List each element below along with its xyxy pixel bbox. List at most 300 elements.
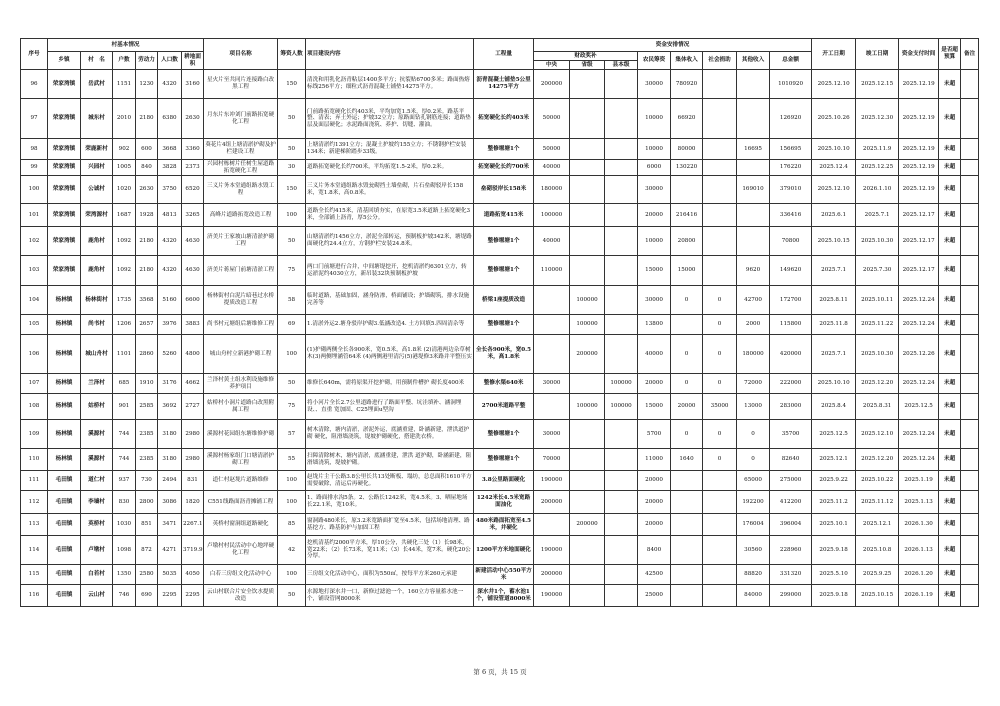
cell-households: 1092 [113, 227, 136, 256]
cell-farmland: 2373 [182, 160, 204, 176]
cell-labor: 2180 [136, 99, 158, 139]
cell-farmland: 1820 [182, 491, 204, 514]
cell-village: 城山舟村 [81, 335, 113, 374]
cell-over-budget: 未超 [939, 256, 961, 286]
header-county: 县本级 [605, 61, 638, 70]
cell-quantity: 拓宽硬化长约700米 [474, 160, 534, 176]
cell-farmland: 6600 [182, 286, 204, 315]
cell-over-budget: 未超 [939, 374, 961, 394]
table-row [21, 139, 979, 160]
cell-remark [961, 256, 979, 286]
cell-village: 鹿角村 [81, 256, 113, 286]
cell-seq: 110 [21, 449, 48, 471]
cell-labor: 3568 [136, 286, 158, 315]
cell-county [605, 286, 638, 315]
cell-population: 5035 [158, 565, 182, 585]
cell-end-date: 2025.11.22 [856, 315, 899, 335]
cell-labor: 2860 [136, 335, 158, 374]
cell-collective [671, 471, 703, 491]
cell-quantity: 沥青混凝土铺垫5公里14275平方 [474, 70, 534, 99]
cell-end-date: 2025.7.30 [856, 256, 899, 286]
cell-town: 荣家湾镇 [48, 160, 81, 176]
cell-total: 126920 [770, 99, 812, 139]
cell-farmland: 2727 [182, 394, 204, 420]
cell-remark [961, 565, 979, 585]
cell-over-budget: 未超 [939, 449, 961, 471]
cell-funders: 100 [278, 335, 306, 374]
cell-content: 三房组文化活动中心，面积为550㎡，按每平方米260元承建 [306, 565, 474, 585]
cell-provincial [570, 585, 605, 607]
cell-remark [961, 160, 979, 176]
cell-town: 杨林镇 [48, 315, 81, 335]
cell-village: 英桥村 [81, 514, 113, 536]
cell-households: 746 [113, 585, 136, 607]
cell-central [534, 315, 570, 335]
cell-households: 1151 [113, 70, 136, 99]
cell-county [605, 70, 638, 99]
cell-remark [961, 176, 979, 204]
cell-project-name: 杨林街村白泥片暗巷过水桥提质改造工程 [204, 286, 278, 315]
cell-population: 2494 [158, 471, 182, 491]
cell-end-date: 2025.9.25 [856, 565, 899, 585]
cell-pay-time: 2025.1.13 [899, 491, 939, 514]
cell-village: 荣湾源村 [81, 204, 113, 227]
cell-county: 100000 [605, 394, 638, 420]
cell-pay-time: 2025.12.24 [899, 420, 939, 449]
cell-farmer: 30000 [638, 176, 671, 204]
cell-provincial [570, 471, 605, 491]
cell-project-name: 卢墩村村民活动中心地坪硬化工程 [204, 536, 278, 565]
cell-over-budget: 未超 [939, 286, 961, 315]
cell-seq: 100 [21, 176, 48, 204]
cell-start-date: 2025.12.1 [812, 449, 856, 471]
cell-quantity: 整修堰塘1个 [474, 420, 534, 449]
cell-collective [671, 491, 703, 514]
cell-other [737, 70, 770, 99]
cell-central: 110000 [534, 256, 570, 286]
cell-quantity: 2700米道路平整 [474, 394, 534, 420]
cell-donation [703, 99, 737, 139]
cell-donation [703, 176, 737, 204]
cell-seq: 112 [21, 491, 48, 514]
cell-population: 3471 [158, 514, 182, 536]
cell-collective [671, 536, 703, 565]
cell-end-date: 2025.12.20 [856, 449, 899, 471]
cell-project-name: 溪源村杨家组门口塘清淤护砌工程 [204, 449, 278, 471]
cell-remark [961, 70, 979, 99]
cell-provincial: 200000 [570, 335, 605, 374]
cell-project-name: C551线路面沥青摊铺工程 [204, 491, 278, 514]
cell-content: 三义片务本堂通组路水毁瓮砌挡土墙垒砌，片石垒砌驳岸长158米，宽1.8米，高0.8米。 [306, 176, 474, 204]
table-row [21, 585, 979, 607]
cell-labor: 840 [136, 160, 158, 176]
cell-farmland: 2295 [182, 585, 204, 607]
cell-village: 卢墩村 [81, 536, 113, 565]
cell-over-budget: 未超 [939, 70, 961, 99]
cell-provincial [570, 70, 605, 99]
cell-start-date: 2025.7.1 [812, 335, 856, 374]
cell-other: 9620 [737, 256, 770, 286]
cell-content: 挖机清基约2000平方米，厚10公分，共硬化三处（1）长98米，宽22米；（2）长73米，宽11米；（3）长44米，宽7米。硬化20公分厚。 [306, 536, 474, 565]
table-row [21, 99, 979, 139]
table-row [21, 536, 979, 565]
cell-quantity: 整修堰塘1个 [474, 315, 534, 335]
cell-total: 149620 [770, 256, 812, 286]
cell-total: 396004 [770, 514, 812, 536]
cell-other: 30560 [737, 536, 770, 565]
cell-population: 4271 [158, 536, 182, 565]
cell-funders: 50 [278, 99, 306, 139]
table-row [21, 565, 979, 585]
cell-town: 荣家湾镇 [48, 99, 81, 139]
cell-total: 336416 [770, 204, 812, 227]
cell-village: 鹿角村 [81, 227, 113, 256]
cell-village: 岳武村 [81, 70, 113, 99]
cell-quantity: 整修堰塘1个 [474, 256, 534, 286]
cell-other: 169010 [737, 176, 770, 204]
cell-over-budget: 未超 [939, 514, 961, 536]
header-provincial: 省级 [570, 61, 605, 70]
cell-start-date: 2025.7.1 [812, 256, 856, 286]
cell-seq: 97 [21, 99, 48, 139]
cell-county [605, 176, 638, 204]
table-row [21, 286, 979, 315]
cell-funders: 42 [278, 536, 306, 565]
cell-county [605, 514, 638, 536]
cell-quantity: 深水井1个，蓄水池1个，铺设管道8000米 [474, 585, 534, 607]
cell-funders: 57 [278, 420, 306, 449]
cell-households: 1092 [113, 256, 136, 286]
cell-other: 72000 [737, 374, 770, 394]
cell-town: 荣家湾镇 [48, 256, 81, 286]
cell-content: 维修长640m，需将原渠开挖护砌，用预制件槽护 砌长度400米 [306, 374, 474, 394]
table-row [21, 335, 979, 374]
cell-content: 1.清淤外运2.塘身驳岸护砌3.低涵改造4. 土方回填5.四周清杂等 [306, 315, 474, 335]
cell-seq: 102 [21, 227, 48, 256]
cell-content: 上塘清淤约1391立方；混凝土护坡约155立方；不锈钢护栏安装134米；新建梯阶踏步33级。 [306, 139, 474, 160]
table-row [21, 420, 979, 449]
cell-provincial [570, 99, 605, 139]
cell-town: 荣家湾镇 [48, 139, 81, 160]
cell-provincial: 100000 [570, 315, 605, 335]
cell-start-date: 2025.10.26 [812, 99, 856, 139]
cell-funders: 50 [278, 374, 306, 394]
cell-county [605, 335, 638, 374]
cell-farmer: 5700 [638, 420, 671, 449]
cell-pay-time: 2026.1.13 [899, 536, 939, 565]
cell-population: 4813 [158, 204, 182, 227]
cell-population: 3668 [158, 139, 182, 160]
cell-provincial: 200000 [570, 514, 605, 536]
cell-collective: 130220 [671, 160, 703, 176]
cell-over-budget: 未超 [939, 315, 961, 335]
cell-farmland: 4800 [182, 335, 204, 374]
cell-population: 3692 [158, 394, 182, 420]
cell-project-name: 葵花片4组上塘清淤护砌及护栏建设工程 [204, 139, 278, 160]
cell-donation: 0 [703, 286, 737, 315]
cell-project-name: 云山村联合片安全饮水提质改造 [204, 585, 278, 607]
cell-donation: 0 [703, 420, 737, 449]
cell-seq: 109 [21, 420, 48, 449]
cell-pay-time: 2025.12.24 [899, 315, 939, 335]
cell-project-name: 尚书村元塘组后塘维修工程 [204, 315, 278, 335]
cell-farmland: 2980 [182, 449, 204, 471]
cell-other: 0 [737, 420, 770, 449]
cell-total: 35700 [770, 420, 812, 449]
cell-content: 扫障清除树木，塘内清淤，底涵重建，泄洪 道护砌，卧涵新建，阻滑墙浇筑，堤坡护砌。 [306, 449, 474, 471]
cell-village: 云山村 [81, 585, 113, 607]
cell-pay-time: 2025.12.19 [899, 99, 939, 139]
cell-farmer: 13800 [638, 315, 671, 335]
cell-quantity: 桥梁1座提质改造 [474, 286, 534, 315]
cell-households: 1030 [113, 514, 136, 536]
cell-seq: 116 [21, 585, 48, 607]
cell-quantity: 整修堰塘1个 [474, 227, 534, 256]
cell-labor: 2385 [136, 420, 158, 449]
header-farmland: 耕地面积 [182, 52, 204, 70]
cell-funders: 55 [278, 449, 306, 471]
cell-provincial [570, 256, 605, 286]
cell-town: 杨林镇 [48, 420, 81, 449]
cell-pay-time: 2026.1.30 [899, 514, 939, 536]
header-quantity: 工程量 [474, 39, 534, 70]
header-households: 户数 [113, 52, 136, 70]
cell-quantity: 1242米长4.5米宽路面油化 [474, 491, 534, 514]
cell-town: 毛田镇 [48, 565, 81, 585]
header-remark: 备注 [961, 39, 979, 70]
cell-end-date: 2025.10.11 [856, 286, 899, 315]
table-row [21, 256, 979, 286]
cell-start-date: 2025.8.11 [812, 286, 856, 315]
cell-funders: 100 [278, 471, 306, 491]
cell-county: 100000 [605, 374, 638, 394]
cell-pay-time: 2025.12.19 [899, 160, 939, 176]
cell-farmer: 20000 [638, 204, 671, 227]
cell-end-date: 2026.1.10 [856, 176, 899, 204]
cell-quantity: 新建活动中心550平方米 [474, 565, 534, 585]
table-row [21, 204, 979, 227]
table-row [21, 514, 979, 536]
cell-donation [703, 204, 737, 227]
cell-other: 88820 [737, 565, 770, 585]
cell-provincial [570, 204, 605, 227]
cell-end-date: 2025.12.10 [856, 420, 899, 449]
cell-town: 荣家湾镇 [48, 70, 81, 99]
cell-pay-time: 2025.12.5 [899, 394, 939, 420]
cell-population: 3176 [158, 374, 182, 394]
cell-central: 200000 [534, 565, 570, 585]
cell-collective [671, 176, 703, 204]
cell-total: 283000 [770, 394, 812, 420]
cell-content: 将小河片全长2.7公里道路进行了路面平整、坑洼填补、涵洞埋设、、直重 宽加固、C25埋面u型沟 [306, 394, 474, 420]
cell-central: 50000 [534, 139, 570, 160]
cell-over-budget: 未超 [939, 536, 961, 565]
cell-funders: 150 [278, 70, 306, 99]
header-project-name: 项目名称 [204, 39, 278, 70]
cell-total: 299000 [770, 585, 812, 607]
cell-collective: 66920 [671, 99, 703, 139]
cell-other: 176004 [737, 514, 770, 536]
cell-quantity: 全长各900米，宽0.5米，高1.8米 [474, 335, 534, 374]
cell-households: 744 [113, 449, 136, 471]
header-over-budget: 是否超预算 [939, 39, 961, 70]
cell-village: 溪源村 [81, 449, 113, 471]
cell-end-date: 2025.12.30 [856, 99, 899, 139]
cell-county [605, 449, 638, 471]
cell-remark [961, 491, 979, 514]
cell-provincial [570, 227, 605, 256]
table-row [21, 227, 979, 256]
cell-donation: 0 [703, 315, 737, 335]
cell-households: 830 [113, 491, 136, 514]
cell-donation [703, 256, 737, 286]
cell-start-date: 2025.12.4 [812, 160, 856, 176]
header-seq: 序号 [21, 39, 48, 70]
cell-donation [703, 514, 737, 536]
cell-population: 5260 [158, 335, 182, 374]
cell-farmer: 40000 [638, 335, 671, 374]
cell-labor: 2800 [136, 491, 158, 514]
cell-total: 412200 [770, 491, 812, 514]
cell-county [605, 420, 638, 449]
cell-provincial [570, 160, 605, 176]
cell-village: 溪源村 [81, 420, 113, 449]
cell-project-name: 星火片至共同片连接路白改黑工程 [204, 70, 278, 99]
cell-content: 树木清除，塘内清淤，淤泥外运，底涵重建，卧涵新建，泄洪道护砌 硬化，阻滑墙浇筑，堤坡护砌硬化，搭建洗衣桥。 [306, 420, 474, 449]
cell-funders: 100 [278, 565, 306, 585]
cell-labor: 2585 [136, 394, 158, 420]
cell-provincial [570, 449, 605, 471]
cell-town: 杨林镇 [48, 335, 81, 374]
cell-farmer: 11000 [638, 449, 671, 471]
cell-seq: 115 [21, 565, 48, 585]
cell-farmer: 10000 [638, 139, 671, 160]
cell-donation [703, 491, 737, 514]
cell-total: 115800 [770, 315, 812, 335]
cell-town: 荣家湾镇 [48, 176, 81, 204]
cell-farmer: 20000 [638, 374, 671, 394]
cell-seq: 106 [21, 335, 48, 374]
cell-other [737, 204, 770, 227]
cell-farmland: 3265 [182, 204, 204, 227]
cell-county [605, 160, 638, 176]
cell-start-date: 2025.10.10 [812, 374, 856, 394]
cell-population: 4320 [158, 70, 182, 99]
cell-pay-time: 2025.12.19 [899, 139, 939, 160]
table-row [21, 491, 979, 514]
cell-total: 331320 [770, 565, 812, 585]
cell-funders: 75 [278, 256, 306, 286]
cell-end-date: 2025.8.31 [856, 394, 899, 420]
cell-donation: 0 [703, 449, 737, 471]
cell-town: 毛田镇 [48, 585, 81, 607]
cell-end-date: 2025.12.20 [856, 374, 899, 394]
cell-central: 70000 [534, 449, 570, 471]
cell-seq: 101 [21, 204, 48, 227]
cell-households: 1687 [113, 204, 136, 227]
project-funding-table [20, 38, 979, 607]
cell-pay-time: 2025.1.19 [899, 471, 939, 491]
cell-farmer: 20000 [638, 514, 671, 536]
cell-collective: 15000 [671, 256, 703, 286]
cell-collective [671, 315, 703, 335]
cell-labor: 1910 [136, 374, 158, 394]
header-funding: 资金安排情况 [534, 39, 812, 52]
header-collective: 集体收入 [671, 52, 703, 70]
cell-county [605, 565, 638, 585]
cell-over-budget: 未超 [939, 160, 961, 176]
cell-farmer: 10000 [638, 99, 671, 139]
cell-collective: 0 [671, 335, 703, 374]
cell-central: 50000 [534, 99, 570, 139]
table-row [21, 471, 979, 491]
cell-start-date: 2025.10.10 [812, 139, 856, 160]
table-body [21, 70, 979, 607]
cell-content: 道路全长约415米，清基回填夯实，在原宽3.5米道路上拓宽硬化3米，全部铺上沥青，厚5公分。 [306, 204, 474, 227]
cell-provincial [570, 374, 605, 394]
cell-collective [671, 514, 703, 536]
cell-labor: 1230 [136, 70, 158, 99]
cell-labor: 730 [136, 471, 158, 491]
header-labor: 劳动力 [136, 52, 158, 70]
cell-labor: 2657 [136, 315, 158, 335]
cell-end-date: 2025.7.1 [856, 204, 899, 227]
cell-start-date: 2025.12.10 [812, 70, 856, 99]
cell-total: 420000 [770, 335, 812, 374]
cell-end-date: 2025.10.30 [856, 335, 899, 374]
cell-farmer: 15000 [638, 394, 671, 420]
cell-other [737, 227, 770, 256]
cell-central [534, 335, 570, 374]
cell-donation [703, 160, 737, 176]
cell-county [605, 99, 638, 139]
cell-central: 200000 [534, 70, 570, 99]
cell-farmland: 4630 [182, 227, 204, 256]
cell-county [605, 491, 638, 514]
cell-end-date: 2025.10.8 [856, 536, 899, 565]
cell-households: 1206 [113, 315, 136, 335]
cell-project-name: 道仁村赵垅片道路维修 [204, 471, 278, 491]
cell-central: 190000 [534, 536, 570, 565]
cell-farmer: 20000 [638, 491, 671, 514]
cell-village: 杨林街村 [81, 286, 113, 315]
table-row [21, 374, 979, 394]
cell-seq: 111 [21, 471, 48, 491]
cell-labor: 2180 [136, 227, 158, 256]
cell-seq: 108 [21, 394, 48, 420]
cell-remark [961, 335, 979, 374]
cell-content: 两口门前塘进行合并，中间塘堤挖开，挖机清淤约6301立方，转运淤泥约4030立方，新吊装32块预制板护坡 [306, 256, 474, 286]
cell-labor: 872 [136, 536, 158, 565]
cell-collective: 0 [671, 420, 703, 449]
cell-funders: 58 [278, 286, 306, 315]
cell-farmland: 4050 [182, 565, 204, 585]
cell-content: 清洗和用乳化沥青粘层1400多平方；抗裂贴6700多米；路面热熔标线256平方；细粒式沥青混凝土铺垫14275平方。 [306, 70, 474, 99]
cell-end-date: 2025.12.1 [856, 514, 899, 536]
cell-start-date: 2025.12.10 [812, 176, 856, 204]
cell-central: 190000 [534, 471, 570, 491]
cell-farmland: 3883 [182, 315, 204, 335]
cell-funders: 100 [278, 491, 306, 514]
cell-project-name: 城山舟村立新港护砌工程 [204, 335, 278, 374]
cell-project-name: 兰泽村黄土组水利设施维修养护项目 [204, 374, 278, 394]
cell-start-date: 2025.11.2 [812, 491, 856, 514]
header-farmer: 农民筹资 [638, 52, 671, 70]
cell-pay-time: 2025.12.19 [899, 176, 939, 204]
header-central: 中央 [534, 61, 570, 70]
cell-collective: 20000 [671, 394, 703, 420]
cell-funders: 100 [278, 204, 306, 227]
